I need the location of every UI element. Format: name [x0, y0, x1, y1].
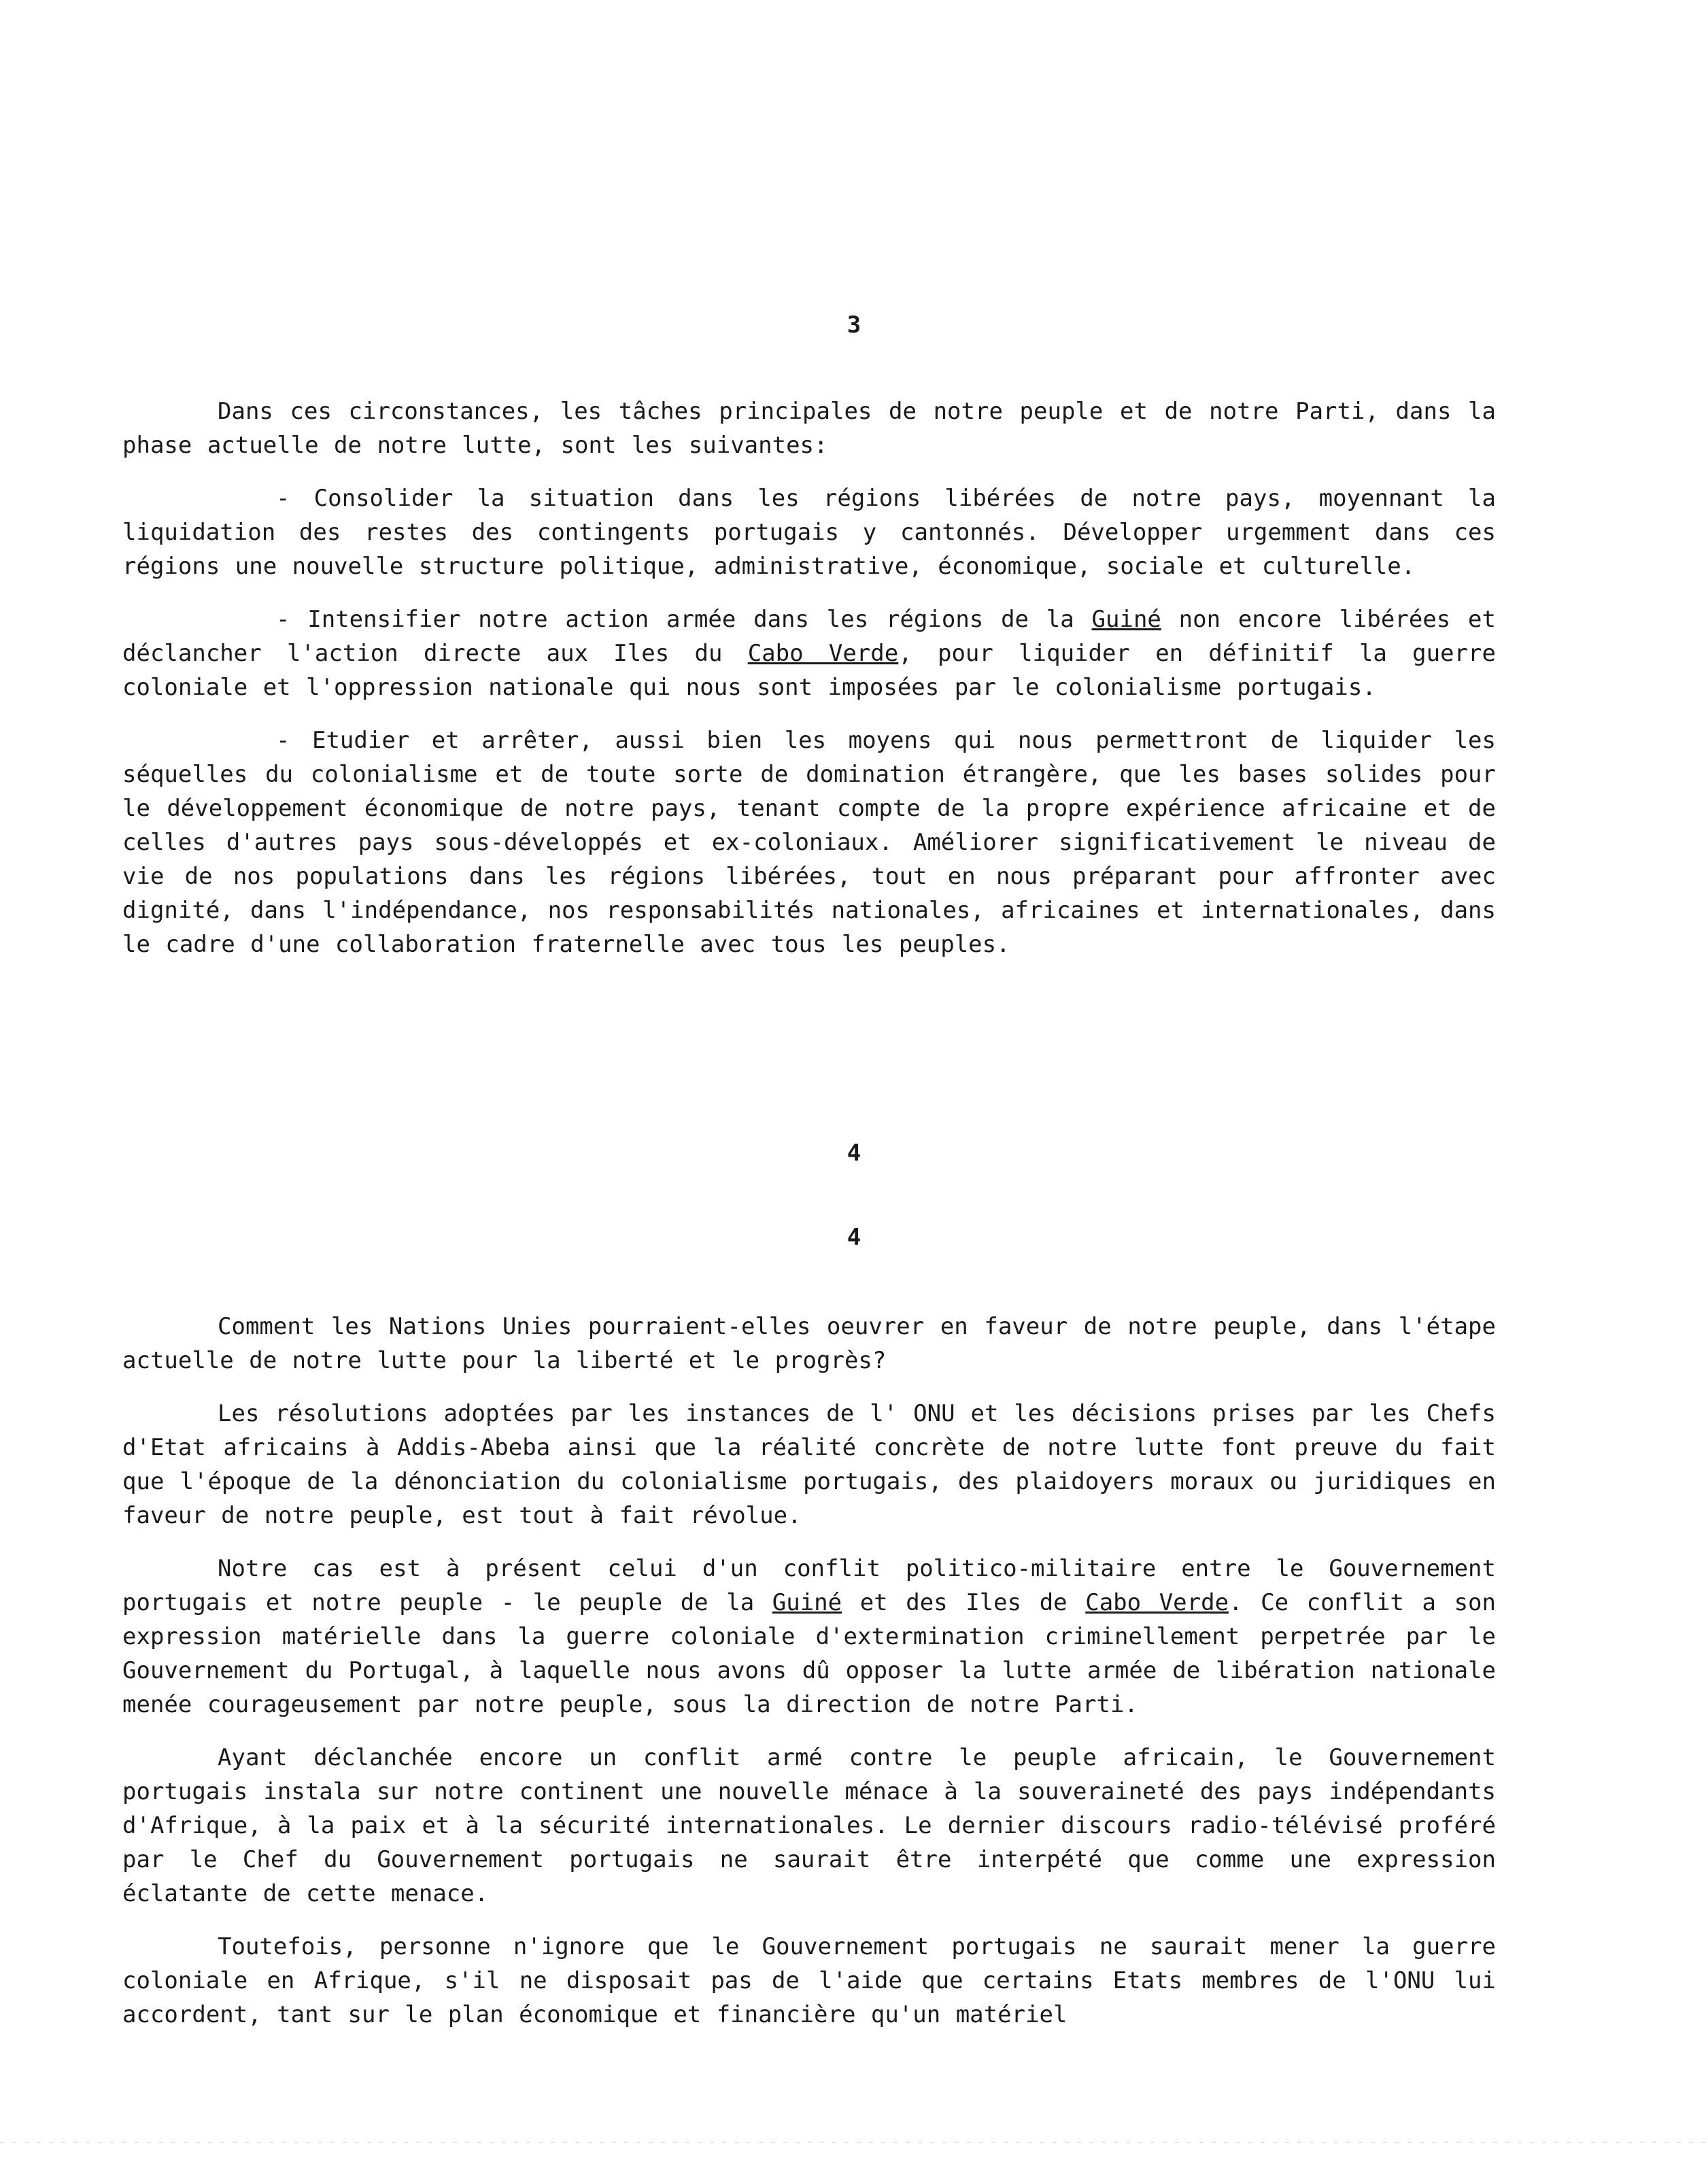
section-4-paragraph-1: Comment les Nations Unies pourraient-elles oeuvrer en faveur de notre peuple, dans l'étape actuelle de notre lutte pour la liberté et le progrès?: [122, 1313, 1496, 1374]
guine-underlined: Guiné: [1091, 606, 1161, 633]
guine-underlined-2: Guiné: [772, 1589, 842, 1616]
bullet-2-text-b: non encore libérées et déclancher l'action directe aux Iles du: [122, 606, 1496, 667]
section-3-bullet-2: [122, 602, 1496, 704]
section-4-paragraph-4: Ayant déclanchée encore un conflit armé contre le peuple africain, le Gouvernement portugais instala sur notre continent une nouvelle ménace à la souveraineté des pays indépendants d'Afrique, à la paix et à la sécurité internationales. Le dernier discours radio-télévisé proféré par le Chef du Gouvernement portugais ne saurait être interpété que comme une expression éclatante de cette menace.: [122, 1744, 1496, 1907]
cabo-verde-underlined-2: Cabo Verde: [1085, 1589, 1229, 1616]
section-4-body: [122, 1310, 1496, 2051]
section-3-bullet-3: - Etudier et arrêter, aussi bien les moyens qui nous permettront de liquider les séquelles du colonialisme et de toute sorte de domination étrangère, que les bases solides pour le développement économique de notre pays, tenant compte de la propre expérience africaine et de celles d'autres pays sous-développés et ex-coloniaux. Améliorer significativement le niveau de vie de nos populations dans les régions libérées, tout en nous préparant pour affronter avec dignité, dans l'indépendance, nos responsabilités nationales, africaines et internationales, dans le cadre d'une collaboration fraternelle avec tous les peuples.: [122, 727, 1496, 958]
section-marker-a: 4: [847, 1140, 861, 1167]
scan-edge-mark: [0, 2142, 1708, 2143]
bullet-2-text-c: , pour liquider en définitif la guerre coloniale et l'oppression nationale qui nous sont imposées par le colonialisme portugais.: [122, 640, 1496, 701]
section-4-paragraph-2: Les résolutions adoptées par les instances de l' ONU et les décisions prises par les Chefs d'Etat africains à Addis-Abeba ainsi que la réalité concrète de notre lutte font preuve du fait que l'époque de la dénonciation du colonialisme portugais, des plaidoyers moraux ou juridiques en faveur de notre peuple, est tout à fait révolue.: [122, 1400, 1496, 1529]
section-3-bullet-1: - Consolider la situation dans les régions libérées de notre pays, moyennant la liquidation des restes des contingents portugais y cantonnés. Développer urgemment dans ces régions une nouvelle structure politique, administrative, économique, sociale et culturelle.: [122, 485, 1496, 580]
p3-text-a: Notre cas est à présent celui d'un conflit politico-militaire entre le Gouvernement portugais et notre peuple - le peuple de la: [122, 1555, 1496, 1616]
section-3-body: [122, 394, 1496, 981]
cabo-verde-underlined: Cabo Verde: [747, 640, 899, 667]
page-number: 3: [847, 311, 861, 339]
section-marker-b: 4: [847, 1224, 861, 1251]
section-3-intro: Dans ces circonstances, les tâches principales de notre peuple et de notre Parti, dans la phase actuelle de notre lutte, sont les suivantes:: [122, 398, 1496, 459]
p3-text-c: . Ce conflit a son expression matérielle dans la guerre coloniale d'extermination criminellement perpetrée par le Gouvernement du Portugal, à laquelle nous avons dû opposer la lutte armée de libération nationale menée courageusement par notre peuple, sous la direction de notre Parti.: [122, 1589, 1496, 1718]
bullet-2-text-a: - Intensifier notre action armée dans les régions de la: [276, 606, 1092, 633]
section-4-paragraph-5: Toutefois, personne n'ignore que le Gouvernement portugais ne saurait mener la guerre coloniale en Afrique, s'il ne disposait pas de l'aide que certains Etats membres de l'ONU lui accordent, tant sur le plan économique et financière qu'un matériel: [122, 1933, 1496, 2028]
p3-text-b: et des Iles de: [842, 1589, 1086, 1616]
section-4-paragraph-3: [122, 1552, 1496, 1722]
